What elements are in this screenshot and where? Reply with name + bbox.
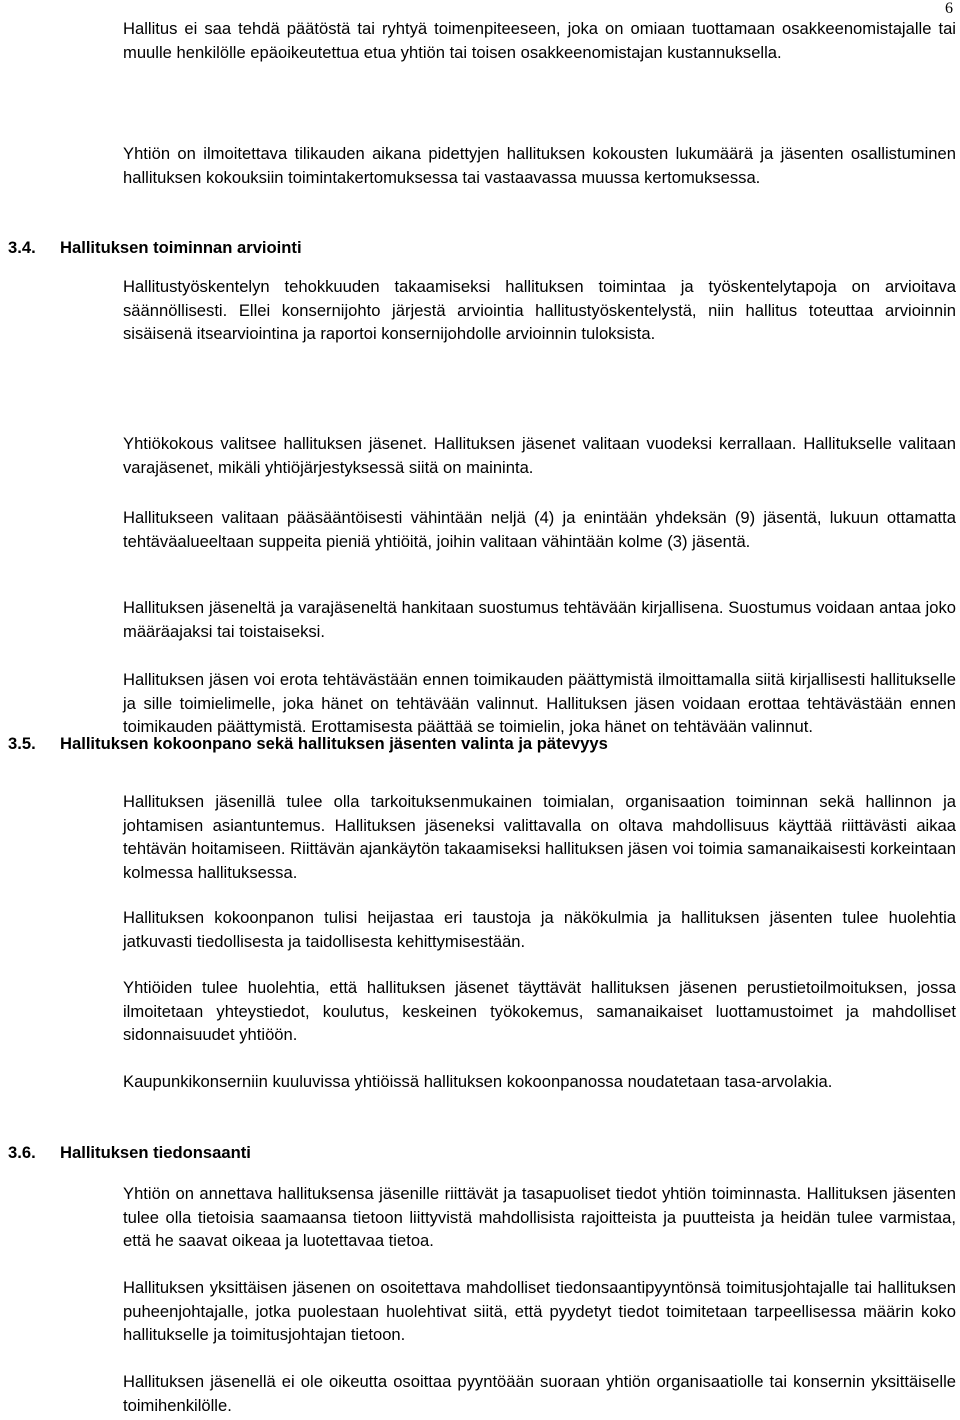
section-3-5-paragraph-8: Kaupunkikonserniin kuuluvissa yhtiöissä hallituksen kokoonpanossa noudatetaan tasa-arvolakia. — [123, 1072, 833, 1091]
section-3-5-paragraph-1: Yhtiökokous valitsee hallituksen jäsenet. Hallituksen jäsenet valitaan vuodeksi kerrallaan. Hallitukselle valitaan varajäsenet, mikäli yhtiöjärjestyksessä siitä on maininta. — [123, 434, 956, 477]
section-title: Hallituksen tiedonsaanti — [60, 1143, 251, 1162]
section-3-5-paragraph-7: Yhtiöiden tulee huolehtia, että hallituksen jäsenet täyttävät hallituksen jäsenen perustietoilmoituksen, jossa ilmoitetaan yhteystiedot, koulutus, keskeinen työkokemus, samanaikaiset luottamustoimet ja mahdolliset sidonnaisuudet yhtiöön. — [123, 978, 956, 1044]
section-number: 3.5. — [8, 734, 36, 753]
section-3-5-paragraph-3: Hallituksen jäseneltä ja varajäseneltä hankitaan suostumus tehtävään kirjallisena. Suostumus voidaan antaa joko määräajaksi tai toistaiseksi. — [123, 598, 956, 641]
section-title: Hallituksen kokoonpano sekä hallituksen jäsenten valinta ja pätevyys — [60, 734, 608, 753]
section-3-6-paragraph-3: Hallituksen jäsenellä ei ole oikeutta osoittaa pyyntöään suoraan yhtiön organisaatiolle tai konsernin yksittäiselle toimihenkilölle. — [123, 1372, 956, 1415]
section-title: Hallituksen toiminnan arviointi — [60, 238, 302, 257]
section-3-5-paragraph-6: Hallituksen kokoonpanon tulisi heijastaa eri taustoja ja näkökulmia ja hallituksen jäsenten tulee huolehtia jatkuvasti tiedollisesta ja taidollisesta kehittymisestään. — [123, 908, 956, 951]
section-heading-3-4 — [8, 236, 302, 260]
section-3-6-paragraph-2: Hallituksen yksittäisen jäsenen on osoitettava mahdolliset tiedonsaantipyyntönsä toimitusjohtajalle tai hallituksen puheenjohtajalle, jotka puolestaan huolehtivat siitä, että pyydetyt tiedot toimitetaan tarpeellisessa määrin koko hallitukselle ja toimitusjohtajan tietoon. — [123, 1278, 956, 1344]
section-number: 3.4. — [8, 238, 36, 257]
section-3-4-paragraph-1: Hallitustyöskentelyn tehokkuuden takaamiseksi hallituksen toimintaa ja työskentelytapoja on arvioitava säännöllisesti. Ellei konsernijohto järjestä arviointia hallitustyöskentelystä, niin hallitus toteuttaa arvioinnin sisäisenä itsearviointina ja raportoi konsernijohdolle arvioinnin tuloksista. — [123, 277, 956, 343]
section-3-5-paragraph-5: Hallituksen jäsenillä tulee olla tarkoituksenmukainen toimialan, organisaation toiminnan sekä hallinnon ja johtamisen asiantuntemus. Hallituksen jäseneksi valittavalla on oltava mahdollisuus käyttää riittävästi aikaa tehtävän hoitamiseen. Riittävän ajankäytön takaamiseksi hallituksen jäsen voi toimia samanaikaisesti korkeintaan kolmessa hallituksessa. — [123, 792, 956, 882]
page-number: 6 — [945, 0, 953, 17]
section-3-6-paragraph-1: Yhtiön on annettava hallituksensa jäsenille riittävät ja tasapuoliset tiedot yhtiön toiminnasta. Hallituksen jäsenten tulee olla tietoisia saamaansa tietoon liittyvistä mahdollisista rajoitteista ja puutteista ja heidän tulee varmistaa, että he saavat oikeaa ja luotettavaa tietoa. — [123, 1184, 956, 1250]
section-number: 3.6. — [8, 1143, 36, 1162]
intro-paragraph-2: Yhtiön on ilmoitettava tilikauden aikana pidettyjen hallituksen kokousten lukumäärä ja jäsenten osallistuminen hallituksen kokouksiin toimintakertomuksessa tai vastaavassa muussa kertomuksessa. — [123, 144, 956, 187]
intro-paragraph-1: Hallitus ei saa tehdä päätöstä tai ryhtyä toimenpiteeseen, joka on omiaan tuottamaan osakkeenomistajalle tai muulle henkilölle epäoikeutettua etua yhtiön tai toisen osakkeenomistajan kustannuksella. — [123, 19, 956, 62]
section-3-5-paragraph-4: Hallituksen jäsen voi erota tehtävästään ennen toimikauden päättymistä ilmoittamalla siitä kirjallisesti hallitukselle ja sille toimielimelle, joka hänet on tehtävään valinnut. Hallituksen jäsen voidaan erottaa tehtävästään ennen toimikauden päättymistä. Erottamisesta päättää se toimielin, joka hänet on tehtävään valinnut. — [123, 670, 956, 736]
section-3-5-paragraph-2: Hallitukseen valitaan pääsääntöisesti vähintään neljä (4) ja enintään yhdeksän (9) jäsentä, lukuun ottamatta tehtäväalueeltaan suppeita pieniä yhtiöitä, joihin valitaan vähintään kolme (3) jäsentä. — [123, 508, 956, 551]
section-heading-3-6 — [8, 1141, 251, 1165]
